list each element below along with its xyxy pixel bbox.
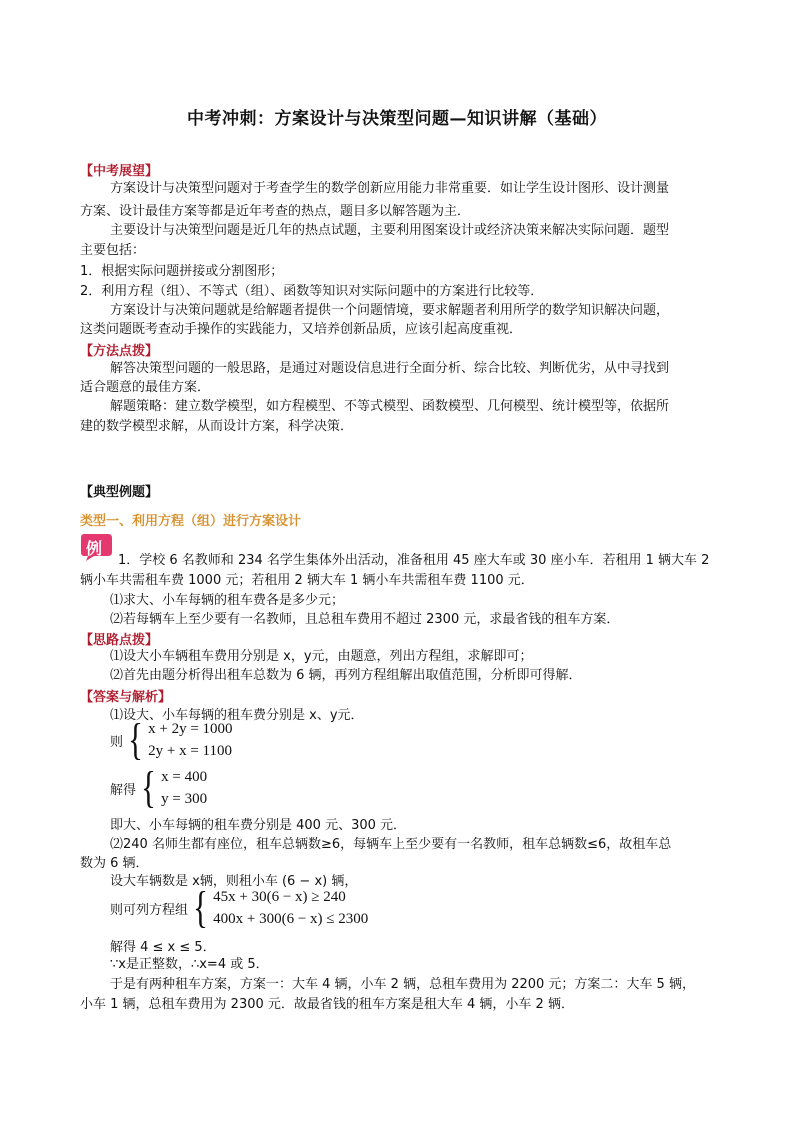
answer-line: ∵x是正整数，∴x=4 或 5． <box>110 957 269 972</box>
answer-line: 于是有两种租车方案，方案一：大车 4 辆，小车 2 辆，总租车费用为 2200 元；方案二：大车 5 辆， <box>110 977 695 992</box>
equation-prefix: 则可列方程组 <box>110 902 189 918</box>
example-badge-icon <box>80 532 114 562</box>
problem-line: ⑵若每辆车上至少要有一名教师，且总租车费用不超过 2300 元，求最省钱的租车方案． <box>110 612 620 627</box>
zhongkao-line: 1．根据实际问题拼接或分割图形； <box>80 264 284 279</box>
section-fangfa-heading: 【方法点拨】 <box>80 344 159 359</box>
fangfa-line: 解答决策型问题的一般思路，是通过对题设信息进行全面分析、综合比较、判断优劣，从中寻找到 <box>110 361 670 376</box>
zhongkao-line: 2．利用方程（组）、不等式（组）、函数等知识对实际问题中的方案进行比较等． <box>80 284 544 299</box>
answer-line: ⑵240 名师生都有座位，租车总辆数≥6，每辆车上至少要有一名教师，租车总辆数≤6，故租车总 <box>110 837 672 852</box>
answer-line: 即大、小车每辆的租车费分别是 400 元、300 元． <box>110 818 407 833</box>
section-silu-heading: 【思路点拨】 <box>80 633 159 648</box>
brace-icon: { <box>141 763 156 812</box>
fangfa-line: 建的数学模型求解，从而设计方案，科学决策． <box>80 419 354 434</box>
brace-icon: { <box>128 715 143 764</box>
answer-line: 小车 1 辆，总租车费用为 2300 元．故最省钱的租车方案是租大车 4 辆，小车 2 辆． <box>80 997 574 1012</box>
section-dianxing-heading: 【典型例题】 <box>80 485 159 500</box>
equation-prefix: 则 <box>110 734 124 750</box>
problem-line: 辆小车共需租车费 1000 元；若租用 2 辆大车 1 辆小车共需租车费 1100 元． <box>80 573 534 588</box>
equation: y = 300 <box>161 791 208 807</box>
equation: x = 400 <box>161 769 208 785</box>
silu-line: ⑴设大小车辆租车费用分别是 x，y元，由题意，列出方程组，求解即可； <box>110 649 533 664</box>
page-title: 中考冲刺：方案设计与决策型问题—知识讲解（基础） <box>187 109 607 129</box>
example-badge-label: 例 <box>86 539 103 558</box>
answer-line: 数为 6 辆． <box>80 856 149 871</box>
zhongkao-line: 方案设计与决策问题就是给解题者提供一个问题情境，要求解题者利用所学的数学知识解决问题， <box>110 303 670 318</box>
equation-system-2 <box>110 763 208 812</box>
silu-line: ⑵首先由题分析得出租车总数为 6 辆，再列方程组解出取值范围，分析即可得解． <box>110 668 582 683</box>
equation-system-1 <box>110 715 233 764</box>
zhongkao-line: 方案设计与决策型问题对于考查学生的数学创新应用能力非常重要．如让学生设计图形、设计测量 <box>110 181 670 196</box>
problem-line: 1．学校 6 名教师和 234 名学生集体外出活动，准备租用 45 座大车或 30 座小车．若租用 1 辆大车 2 <box>118 553 710 568</box>
zhongkao-line: 这类问题既考查动手操作的实践能力，又培养创新品质，应该引起高度重视． <box>80 322 523 337</box>
problem-line: ⑴求大、小车每辆的租车费各是多少元； <box>110 593 345 608</box>
zhongkao-line: 方案、设计最佳方案等都是近年考查的热点，题目多以解答题为主． <box>80 204 471 219</box>
zhongkao-line: 主要包括： <box>80 243 146 258</box>
zhongkao-line: 主要设计与决策型问题是近几年的热点试题，主要利用图案设计或经济决策来解决实际问题．题型 <box>110 223 670 238</box>
equation-prefix: 解得 <box>110 782 137 798</box>
equation-system-3 <box>110 883 369 932</box>
section-zhongkao-heading: 【中考展望】 <box>80 164 159 179</box>
brace-icon: { <box>193 883 208 932</box>
equation: x + 2y = 1000 <box>148 721 233 737</box>
equation: 2y + x = 1100 <box>148 743 233 759</box>
fangfa-line: 适合题意的最佳方案． <box>80 380 211 395</box>
section-daan-heading: 【答案与解析】 <box>80 690 172 705</box>
fangfa-line: 解题策略：建立数学模型，如方程模型、不等式模型、函数模型、几何模型、统计模型等，依据所 <box>110 399 670 414</box>
type1-heading: 类型一、利用方程（组）进行方案设计 <box>80 514 302 529</box>
answer-line: 解得 4 ≤ x ≤ 5． <box>110 940 216 955</box>
answer-line: ⑴设大、小车每辆的租车费分别是 x、y元． <box>110 708 364 723</box>
answer-line: 设大车辆数是 x辆，则租小车 (6 − x) 辆， <box>110 874 358 889</box>
inequality: 400x + 300(6 − x) ≤ 2300 <box>213 911 369 927</box>
inequality: 45x + 30(6 − x) ≥ 240 <box>213 889 346 905</box>
